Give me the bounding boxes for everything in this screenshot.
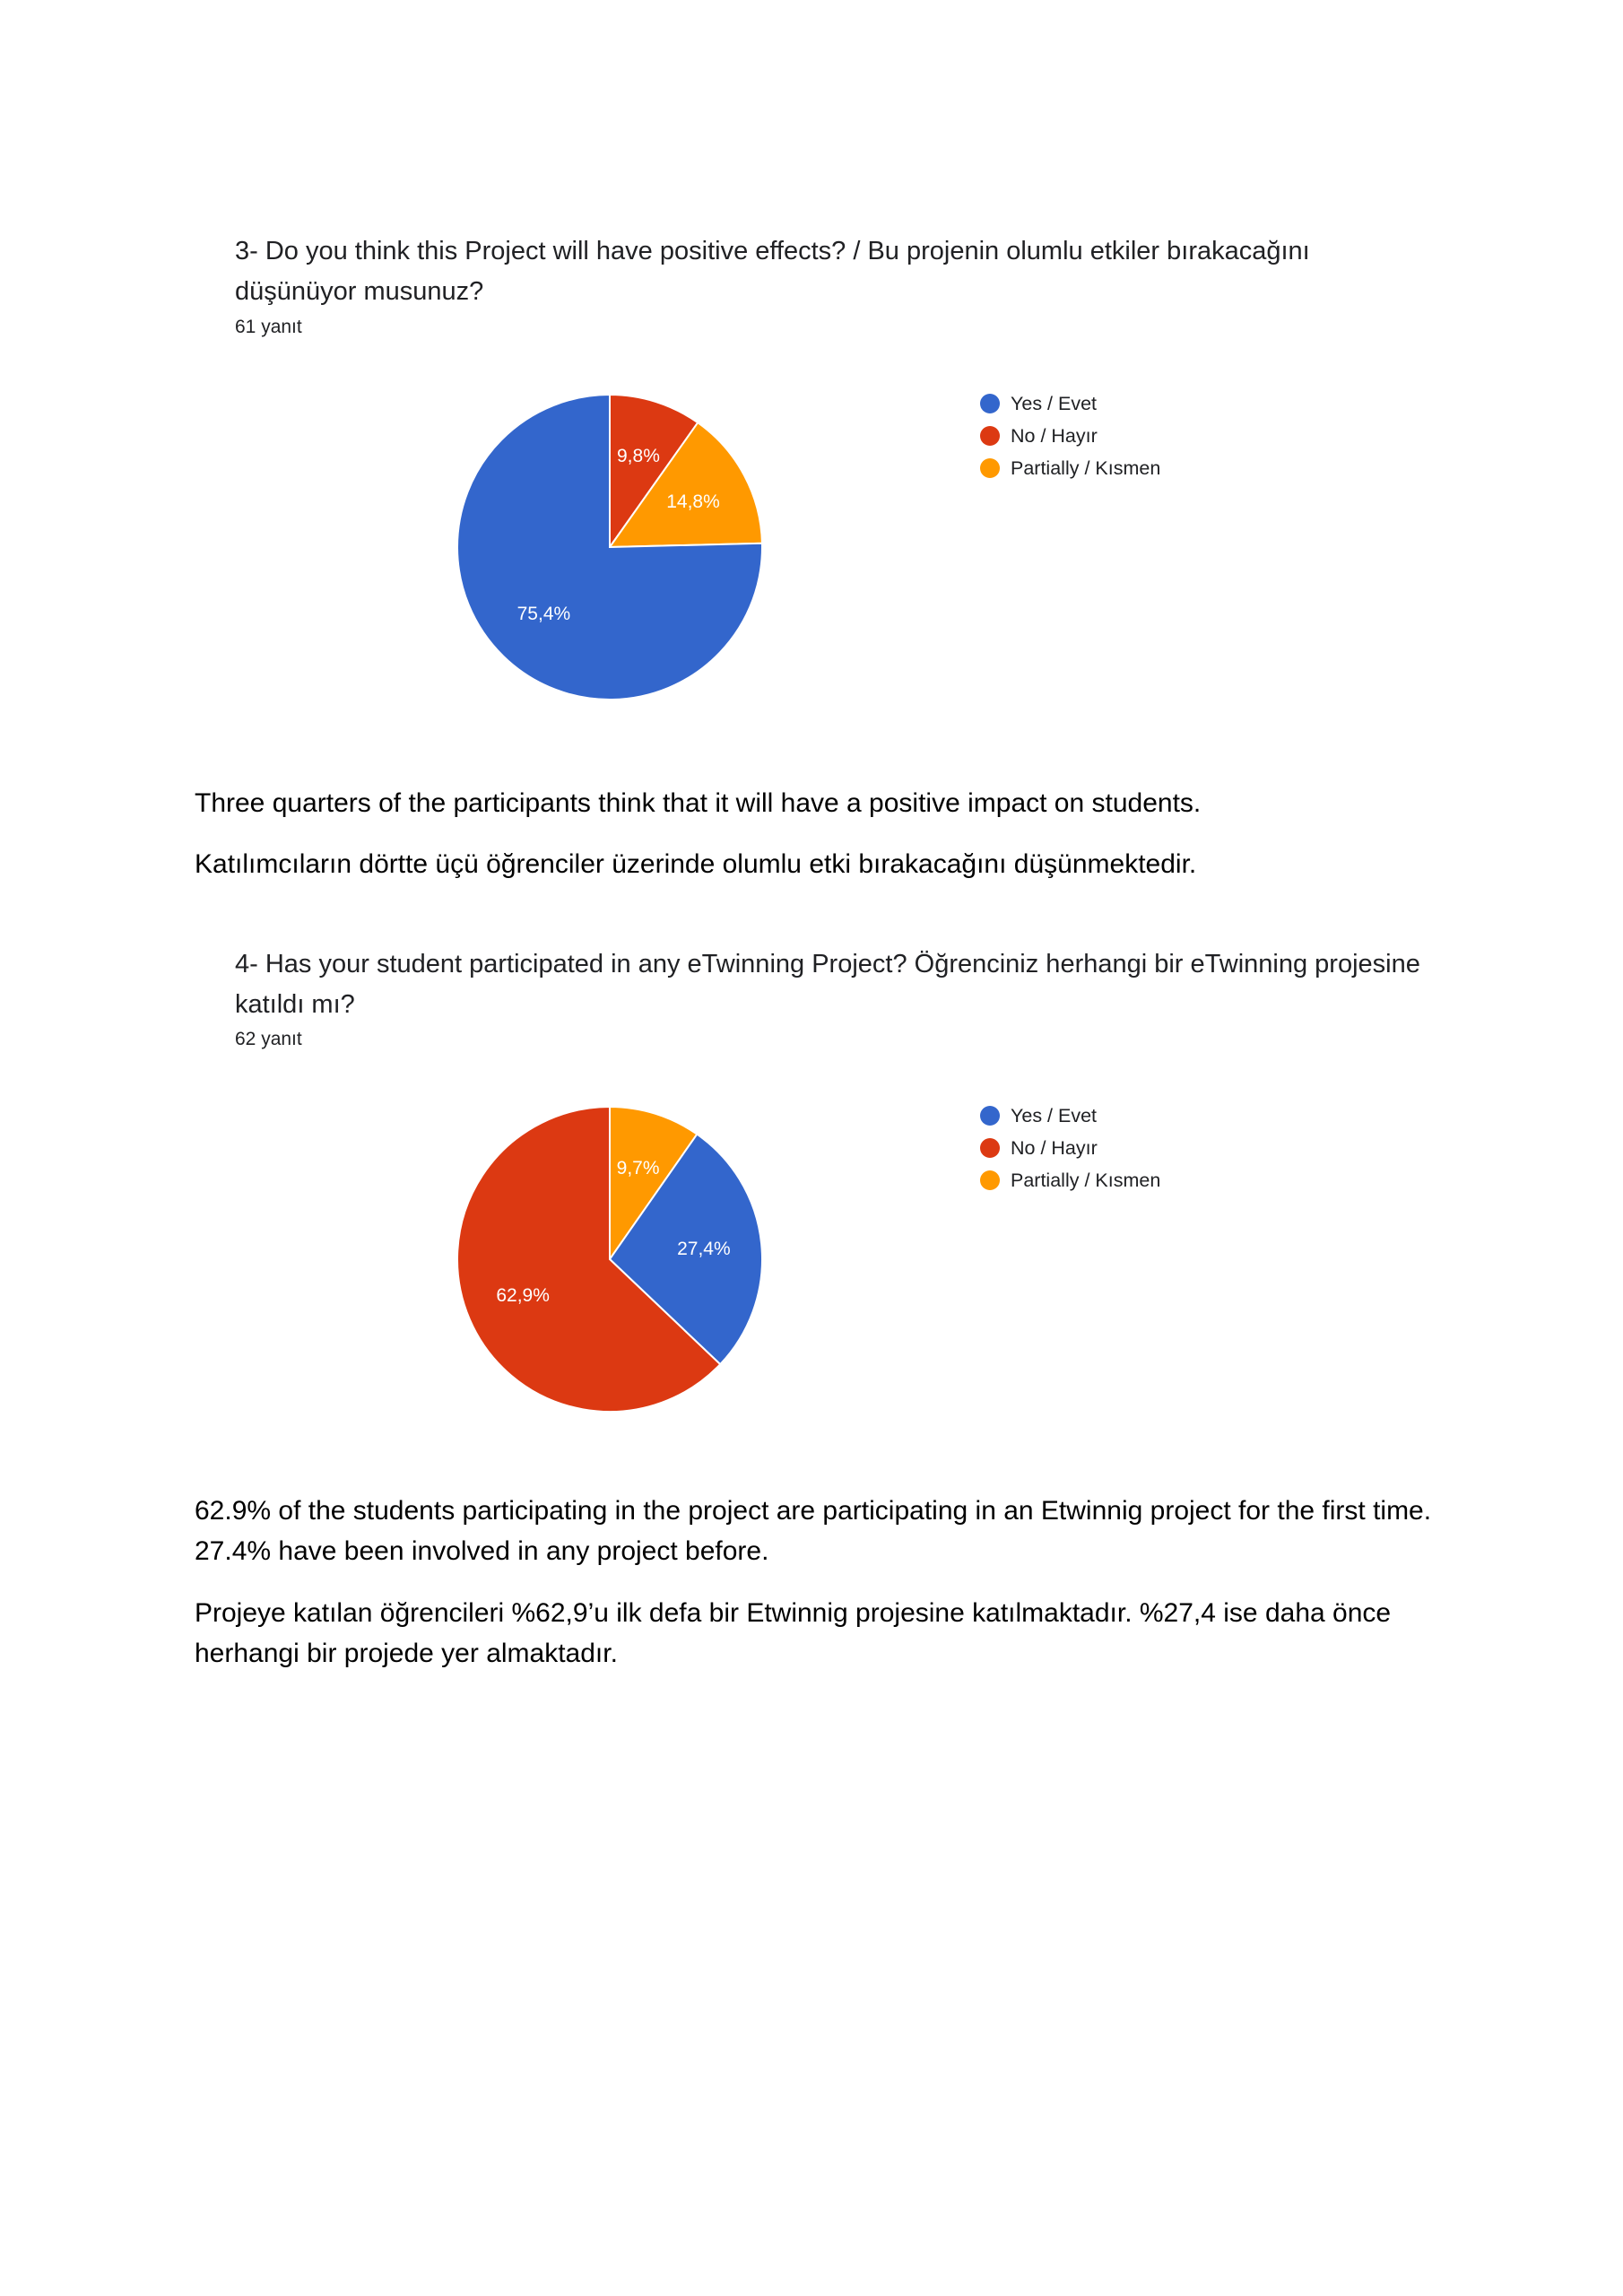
pie-data-label-no: 9,8% [617,446,660,467]
response-count: 62 yanıt [235,1029,302,1049]
response-count: 61 yanıt [235,317,302,337]
legend-label: No / Hayır [1011,1136,1098,1159]
legend-swatch-yes [980,394,1000,413]
legend-swatch-no [980,426,1000,446]
chart-legend [980,387,1160,484]
pie-data-label-yes: 75,4% [516,604,571,625]
pie-chart-etwinning-participation [430,1080,789,1439]
legend-item-no [980,1132,1160,1164]
legend-swatch-yes [980,1106,1000,1126]
legend-swatch-no [980,1138,1000,1158]
pie-data-label-yes: 27,4% [677,1238,731,1259]
legend-label: Partially / Kısmen [1011,1169,1161,1191]
summary-paragraph-tr: Katılımcıların dörtte üçü öğrenciler üzerinde olumlu etki bırakacağını düşünmektedir. [195,849,1197,879]
legend-item-no [980,420,1160,452]
survey-question-title: 3- Do you think this Project will have positive effects? / Bu projenin olumlu etkiler bırakacağını düşünüyor musunuz? [235,237,1310,306]
pie-data-label-partial: 14,8% [666,491,720,512]
legend-swatch-partial [980,1170,1000,1190]
pie-data-label-partial: 9,7% [616,1158,660,1179]
legend-label: No / Hayır [1011,424,1098,447]
legend-label: Yes / Evet [1011,392,1098,414]
summary-paragraph-en: 62.9% of the students participating in the project are participating in an Etwinnig project for the first time. 27.4% have been involved in any project before. [195,1496,1432,1566]
survey-question-title: 4- Has your student participated in any eTwinning Project? Öğrenciniz herhangi bir eTwinning projesine katıldı mı? [235,950,1420,1019]
legend-item-yes [980,387,1160,420]
chart-legend [980,1100,1160,1196]
pie-chart-positive-effects [430,368,789,726]
summary-paragraph-en: Three quarters of the participants think that it will have a positive impact on students. [195,788,1202,818]
legend-label: Yes / Evet [1011,1104,1098,1126]
legend-label: Partially / Kısmen [1011,457,1161,479]
pie-data-label-no: 62,9% [496,1285,550,1307]
summary-paragraph-tr: Projeye katılan öğrencileri %62,9’u ilk defa bir Etwinnig projesine katılmaktadır. %27,4 ise daha önce herhangi bir projede yer almaktadır. [195,1598,1392,1668]
legend-swatch-partial [980,458,1000,478]
legend-item-yes [980,1100,1160,1132]
legend-item-partial [980,452,1160,484]
legend-item-partial [980,1164,1160,1196]
